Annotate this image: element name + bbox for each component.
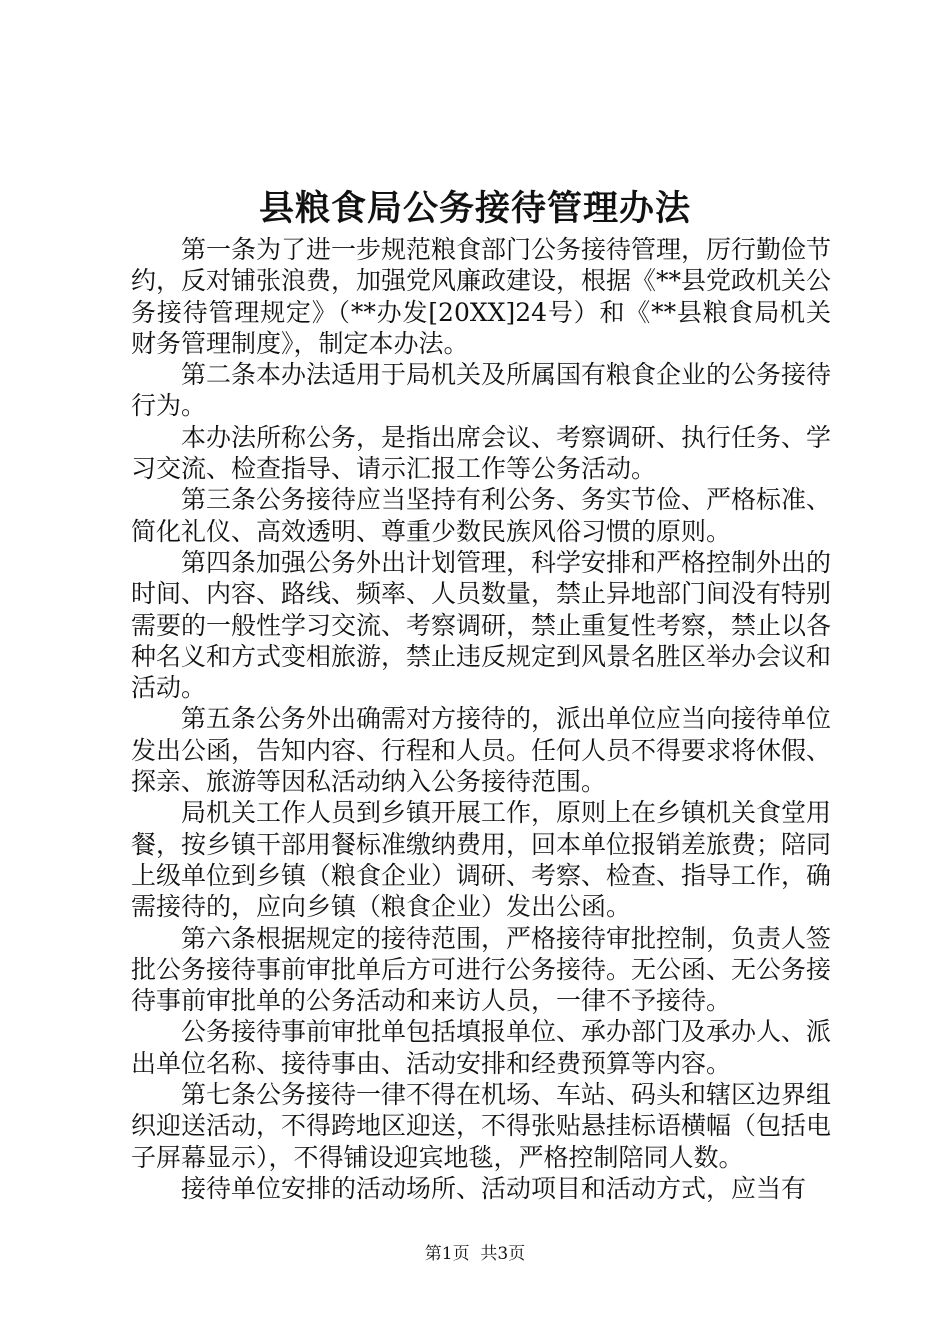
paragraph-definition: 本办法所称公务，是指出席会议、考察调研、执行任务、学习交流、检查指导、请示汇报工作等公务活动。 — [131, 422, 832, 484]
paragraph-article-5: 第五条公务外出确需对方接待的，派出单位应当向接待单位发出公函，告知内容、行程和人员。任何人员不得要求将休假、探亲、旅游等因私活动纳入公务接待范围。 — [131, 704, 832, 797]
paragraph-article-2: 第二条本办法适用于局机关及所属国有粮食企业的公务接待行为。 — [131, 360, 832, 421]
paragraph-approval-form: 公务接待事前审批单包括填报单位、承办部门及承办人、派出单位名称、接待事由、活动安排和经费预算等内容。 — [131, 1017, 832, 1078]
page-footer — [0, 1242, 950, 1266]
paragraph-township-work: 局机关工作人员到乡镇开展工作，原则上在乡镇机关食堂用餐，按乡镇干部用餐标准缴纳费用，回本单位报销差旅费；陪同上级单位到乡镇（粮食企业）调研、考察、检查、指导工作，确需接待的，应向乡镇（粮食企业）发出公函。 — [131, 798, 832, 922]
paragraph-article-3: 第三条公务接待应当坚持有利公务、务实节俭、严格标准、简化礼仪、高效透明、尊重少数民族风俗习惯的原则。 — [131, 485, 832, 546]
paragraph-article-6: 第六条根据规定的接待范围，严格接待审批控制，负责人签批公务接待事前审批单后方可进行公务接待。无公函、无公务接待事前审批单的公务活动和来访人员，一律不予接待。 — [131, 923, 832, 1016]
document-body — [131, 234, 831, 1204]
paragraph-article-7: 第七条公务接待一律不得在机场、车站、码头和辖区边界组织迎送活动，不得跨地区迎送，不得张贴悬挂标语横幅（包括电子屏幕显示），不得铺设迎宾地毯，严格控制陪同人数。 — [131, 1080, 832, 1172]
total-pages: 共3页 — [480, 1244, 526, 1264]
paragraph-article-4: 第四条加强公务外出计划管理，科学安排和严格控制外出的时间、内容、路线、频率、人员数量，禁止异地部门间没有特别需要的一般性学习交流、考察调研，禁止重复性考察，禁止以各种名义和方式变相旅游，禁止违反规定到风景名胜区举办会议和活动。 — [131, 547, 832, 703]
paragraph-activity-venues: 接待单位安排的活动场所、活动项目和活动方式，应当有 — [181, 1173, 807, 1203]
paragraph-article-1: 第一条为了进一步规范粮食部门公务接待管理，厉行勤俭节约，反对铺张浪费，加强党风廉政建设，根据《**县党政机关公务接待管理规定》（**办发[20XX]24号）和《**县粮食局机关财务管理制度》，制定本办法。 — [131, 235, 832, 358]
current-page-number: 第1页 — [424, 1244, 470, 1264]
document-title: 县粮食局公务接待管理办法 — [258, 188, 691, 229]
